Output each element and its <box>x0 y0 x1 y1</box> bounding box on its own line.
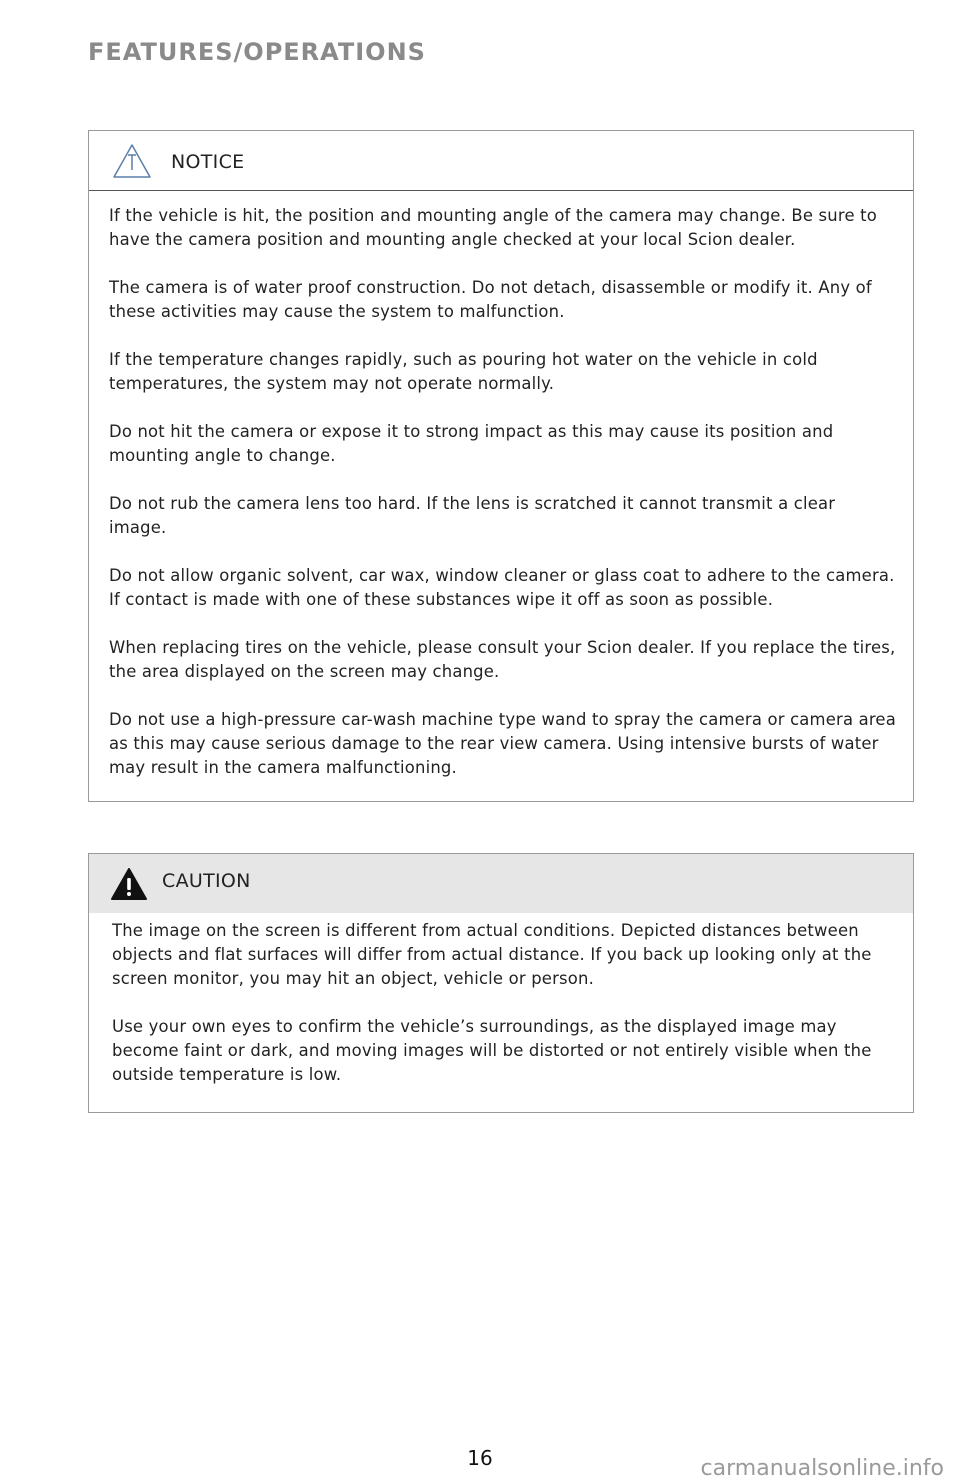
caution-paragraph: The image on the screen is different from actual conditions. Depicted distances between objects and flat surfaces will differ from actual distance. If you back up looking only at the screen monitor, you may hit an object, vehicle or person. <box>112 921 872 988</box>
warning-triangle-filled-icon <box>110 867 148 901</box>
notice-paragraph: Do not use a high-pressure car-wash machine type wand to spray the camera or camera area as this may cause serious damage to the rear view camera. Using intensive bursts of water may result in the camera malfunctioning. <box>109 710 896 777</box>
notice-paragraph: Do not hit the camera or expose it to strong impact as this may cause its position and mounting angle to change. <box>109 422 834 465</box>
notice-paragraph: The camera is of water proof construction. Do not detach, disassemble or modify it. Any of these activities may cause the system to malfunction. <box>109 278 872 321</box>
caution-header <box>89 854 913 913</box>
section-title: FEATURES/OPERATIONS <box>88 38 426 66</box>
warning-triangle-outline-icon <box>112 142 152 180</box>
notice-paragraph: Do not allow organic solvent, car wax, window cleaner or glass coat to adhere to the camera. If contact is made with one of these substances wipe it off as soon as possible. <box>109 566 895 609</box>
watermark: carmanualsonline.info <box>700 1456 944 1481</box>
notice-header <box>89 131 913 191</box>
notice-label: NOTICE <box>171 151 245 173</box>
notice-paragraph: When replacing tires on the vehicle, please consult your Scion dealer. If you replace the tires, the area displayed on the screen may change. <box>109 638 896 681</box>
notice-box <box>88 130 914 802</box>
notice-paragraph: If the temperature changes rapidly, such as pouring hot water on the vehicle in cold temperatures, the system may not operate normally. <box>109 350 818 393</box>
caution-label: CAUTION <box>162 870 251 892</box>
caution-body <box>89 913 913 1087</box>
caution-box <box>88 853 914 1113</box>
notice-paragraph: Do not rub the camera lens too hard. If the lens is scratched it cannot transmit a clear image. <box>109 494 836 537</box>
page-number: 16 <box>467 1446 493 1470</box>
notice-body <box>89 191 913 780</box>
notice-paragraph: If the vehicle is hit, the position and mounting angle of the camera may change. Be sure to have the camera position and mounting angle checked at your local Scion dealer. <box>109 206 877 249</box>
caution-paragraph: Use your own eyes to confirm the vehicle’s surroundings, as the displayed image may become faint or dark, and moving images will be distorted or not entirely visible when the outside temperature is low. <box>112 1017 872 1084</box>
